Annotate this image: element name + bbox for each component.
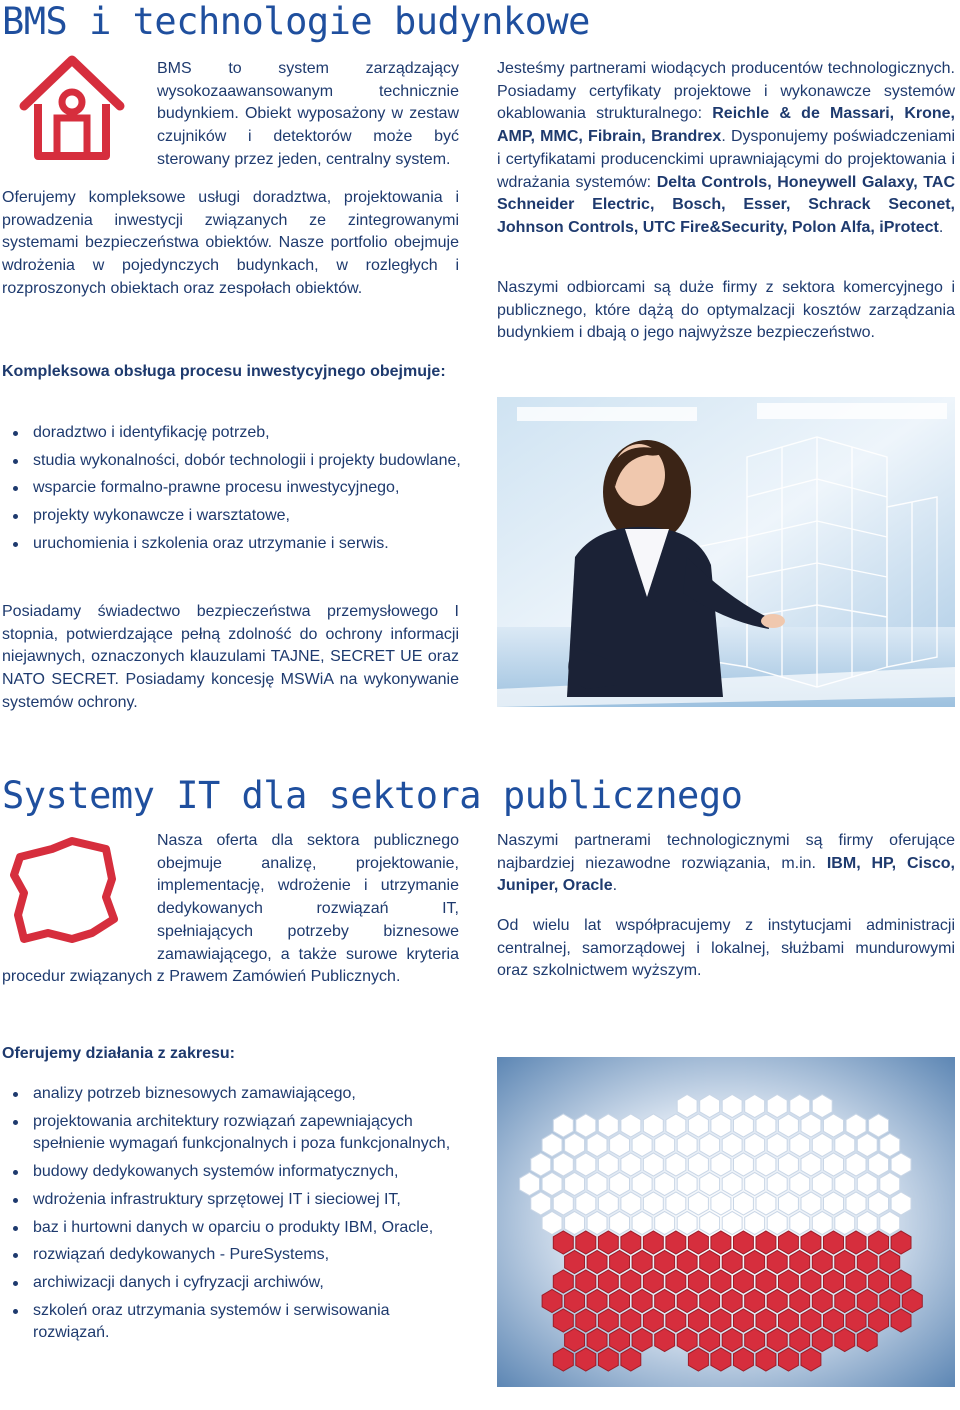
bms-offer: Oferujemy kompleksowe usługi doradztwa, projektowania i prowadzenia inwestycji związanych ze zintegrowanymi systemami bezpieczeństwa obiektów. Nasze portfolio obejmuje wdrożenia w pojedynczych budynkach, w rozległych i rozproszonych obiektach oraz zespołach obiektów.: [2, 189, 459, 297]
bms-list-heading: Kompleksowa obsługa procesu inwestycyjnego obejmuje:: [2, 363, 446, 380]
bms-security: Posiadamy świadectwo bezpieczeństwa przemysłowego I stopnia, potwierdzające pełną zdolność do ochrony informacji niejawnych, oznaczonych klauzulami TAJNE, SECRET UE oraz NATO SECRET. Posiadamy koncesję MSWiA na wykonywanie systemów ochrony.: [2, 603, 459, 711]
cabling-brands: Reichle & de Massari, Krone, AMP, MMC, Fibrain, Brandrex: [497, 105, 955, 146]
list-item: analizy potrzeb biznesowych zamawiającego,: [2, 1083, 462, 1106]
polish-flag-hexagon-image: [497, 1057, 955, 1387]
it-partners: Naszymi partnerami technologicznymi są firmy oferujące najbardziej niezawodne rozwiązania, m.in. IBM, HP, Cisco, Juniper, Oracle.: [497, 832, 955, 895]
list-item: uruchomienia i szkolenia oraz utrzymanie i serwis.: [2, 533, 462, 556]
bms-intro: BMS to system zarządzający wysokozaawansowanym technicznie budynkiem. Obiekt wyposażony w zestaw czujników i detektorów może być sterowany przez jeden, centralny system.: [157, 60, 459, 168]
woman-building-photo: [497, 397, 955, 707]
it-cooperation: Od wielu lat współpracujemy z instytucjami administracji centralnej, samorządowej i lokalnej, służbami mundurowymi oraz szkolnictwem wyższym.: [497, 917, 955, 980]
bms-partners: Jesteśmy partnerami wiodących producentów technologicznych. Posiadamy certyfikaty projektowe i wykonawcze systemów okablowania strukturalnego: Reichle & de Massari, Krone, AMP, MMC, Fibrain, Brandrex. Dysponujemy poświadczeniami i certyfikatami producenckimi uprawniającymi do projektowania i wdrażania systemów: Delta Controls, Honeywell Galaxy, TAC Schneider Electric, Bosch, Esser, Schrack Seconet, Johnson Controls, UTC Fire&Security, Polon Alfa, iProtect.: [497, 60, 956, 236]
list-item: wdrożenia infrastruktury sprzętowej IT i sieciowej IT,: [2, 1189, 462, 1212]
it-partner-brands: IBM, HP, Cisco, Juniper, Oracle: [497, 854, 955, 895]
list-item: baz i hurtowni danych w oparciu o produkty IBM, Oracle,: [2, 1217, 462, 1240]
list-item: archiwizacji danych i cyfryzacji archiwów,: [2, 1272, 462, 1295]
list-item: projektowania architektury rozwiązań zapewniających spełnienie wymagań funkcjonalnych i poza funkcjonalnych,: [2, 1111, 462, 1156]
bms-clients: Naszymi odbiorcami są duże firmy z sektora komercyjnego i publicznego, które dążą do optymalzacji kosztów zarządzania budynkiem i dbają o jego najwyższe bezpieczeństwo.: [497, 279, 955, 342]
list-item: rozwiązań dedykowanych - PureSystems,: [2, 1244, 462, 1267]
list-item: szkoleń oraz utrzymania systemów i serwisowania rozwiązań.: [2, 1300, 462, 1345]
list-item: doradztwo i identyfikację potrzeb,: [2, 422, 462, 445]
it-section-title: Systemy IT dla sektora publicznego: [2, 774, 743, 817]
bms-service-list: [2, 422, 462, 561]
it-intro: Nasza oferta dla sektora publicznego obejmuje analizę, projektowanie, implementację, wdrożenie i utrzymanie dedykowanych rozwiązań IT, spełniających potrzeby biznesowe zamawiającego, a także surowe kryteria procedur związanych z Prawem Zamówień Publicznych.: [2, 832, 459, 986]
house-icon: [18, 52, 126, 164]
it-service-list: [2, 1083, 462, 1350]
list-item: projekty wykonawcze i warsztatowe,: [2, 505, 462, 528]
it-list-heading: Oferujemy działania z zakresu:: [2, 1045, 235, 1062]
list-item: studia wykonalności, dobór technologii i projekty budowlane,: [2, 450, 462, 473]
list-item: budowy dedykowanych systemów informatycznych,: [2, 1161, 462, 1184]
list-item: wsparcie formalno-prawne procesu inwestycyjnego,: [2, 477, 462, 500]
system-brands: Delta Controls, Honeywell Galaxy, TAC Schneider Electric, Bosch, Esser, Schrack Seconet, Johnson Controls, UTC Fire&Security, Polon Alfa, iProtect: [497, 173, 956, 236]
bms-section-title: BMS i technologie budynkowe: [2, 0, 590, 43]
bms-bullet-list: [2, 422, 462, 556]
it-intro-float-spacer: [2, 830, 157, 946]
it-bullet-list: [2, 1083, 462, 1345]
